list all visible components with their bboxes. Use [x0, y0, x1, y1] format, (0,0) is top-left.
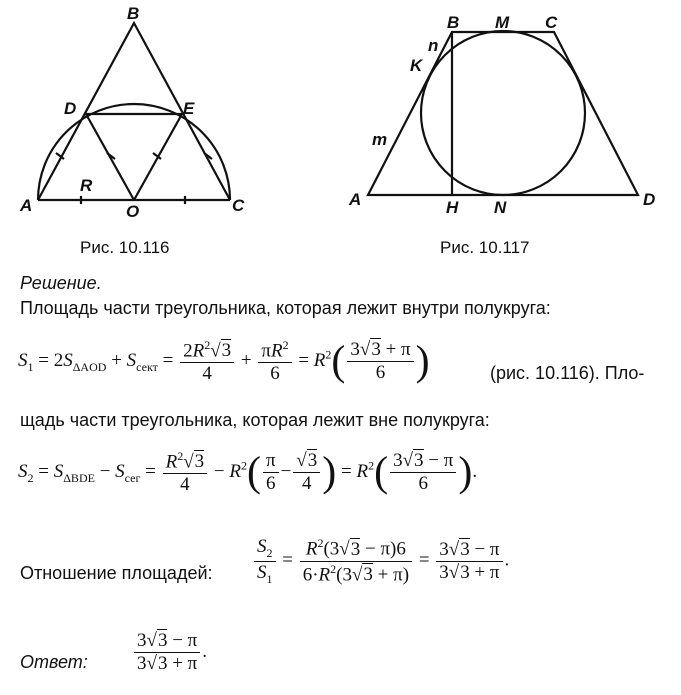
label-h: H — [446, 198, 459, 217]
equation-s2: $S_2 = S_{\Delta BDE} - S_{сег}$ = $\frac{R^2√3}{4}$ − $R^2$( $\frac{\pi}{6}$ − $\frac{√3}{4}$ ) = $R^2$( $\frac{3√3 - \pi}{6}$ ). — [18, 449, 478, 496]
label-m-lower: m — [372, 130, 388, 149]
label-b2: B — [447, 13, 460, 32]
label-a: A — [20, 196, 33, 215]
solution-line-2: щадь части треугольника, которая лежит вне полукруга: — [20, 410, 490, 430]
label-d: D — [64, 99, 77, 118]
inscribed-circle — [421, 31, 585, 195]
label-d2: D — [643, 190, 656, 209]
answer-label: Ответ: — [20, 652, 88, 672]
label-c: C — [232, 196, 245, 215]
figure-10-116 — [18, 5, 258, 227]
label-k: K — [410, 56, 423, 75]
label-m-upper: M — [495, 13, 510, 32]
equation-s1: $S_1 = 2S_{\Delta AOD} + S_{сект}$ = $\frac{2R^2√3}{4}$ + $\frac{\pi R^2}{6}$ = $R^2$( $\frac{3√3 + \pi}{6}$ ) — [18, 338, 430, 385]
equation-ratio: $\frac{S_2}{S_1}$ = $\frac{R^2(3√3 - \pi)6}{6\cdot R^2(3√3 + \pi)}$ = $\frac{3√3 - \pi}{3√3 + \pi}$ . — [252, 536, 509, 587]
label-o: O — [126, 202, 140, 221]
solution-heading: Решение. — [20, 273, 102, 293]
solution-line-1: Площадь части треугольника, которая лежит внутри полукруга: — [20, 298, 551, 318]
label-e: E — [183, 99, 195, 118]
trapezoid-abcd — [368, 32, 638, 195]
label-n-upper: N — [494, 198, 507, 217]
label-a2: A — [349, 190, 362, 209]
label-n-lower: n — [428, 36, 439, 55]
label-c2: C — [545, 13, 558, 32]
label-b: B — [127, 4, 140, 23]
equation-s1-reference: (рис. 10.116). Пло- — [490, 363, 645, 383]
answer-value: $\frac{3√3 - \pi}{3√3 + \pi}$ . — [132, 630, 207, 675]
label-r: R — [80, 176, 93, 195]
figure-2-caption: Рис. 10.117 — [440, 238, 530, 257]
segment-od — [86, 114, 134, 200]
figure-10-117 — [340, 5, 660, 220]
ratio-label: Отношение площадей: — [20, 563, 213, 583]
figure-1-caption: Рис. 10.116 — [80, 238, 170, 257]
